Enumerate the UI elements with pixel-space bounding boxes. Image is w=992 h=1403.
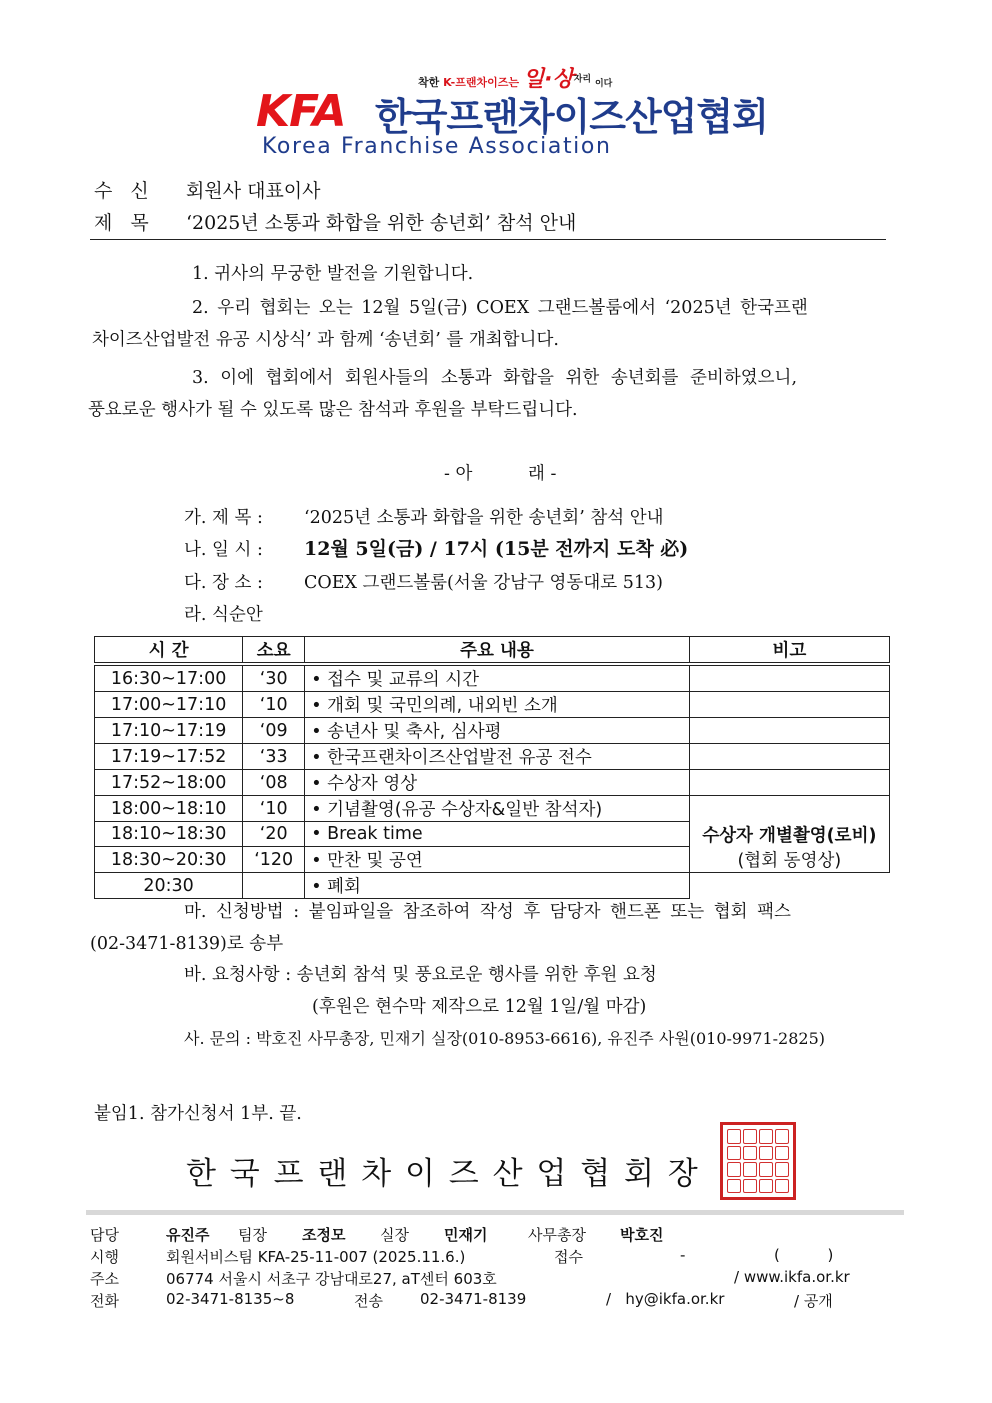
header-content: 주요 내용 <box>305 637 689 665</box>
table-row <box>95 744 890 770</box>
row-note <box>689 744 889 770</box>
item-ba-b: (후원은 현수막 제작으로 12월 1일/월 마감) <box>312 997 647 1017</box>
table-row <box>95 822 890 847</box>
item-ma-b: (02-3471-8139)로 송부 <box>90 934 284 954</box>
row-note: (협회 동영상) <box>689 847 889 873</box>
item-na-label: 나. 일 시 : <box>184 540 263 560</box>
footer-r2-paren: ( ) <box>774 1246 834 1264</box>
paragraph-2a: 2. 우리 협회는 오는 12월 5일(금) COEX 그랜드볼룸에서 ‘2025년 한국프랜 <box>192 298 808 318</box>
row-duration: ‘33 <box>243 744 305 770</box>
row-note <box>689 873 889 899</box>
schedule-header-row <box>95 637 890 665</box>
row-time: 17:10~17:19 <box>95 718 243 744</box>
footer-r4-label: 전화 <box>90 1292 119 1310</box>
tagline-small: 자리 <box>573 74 592 85</box>
row-time: 20:30 <box>95 873 243 899</box>
official-seal <box>720 1122 796 1200</box>
footer-r2-dash: - <box>680 1246 686 1264</box>
attachment-note: 붙임1. 참가신청서 1부. 끝. <box>94 1104 302 1124</box>
table-row <box>95 664 890 692</box>
row-note <box>689 692 889 718</box>
logo-abbr: KFA <box>256 86 346 137</box>
row-note <box>689 718 889 744</box>
recipient-label: 수신 <box>94 180 167 202</box>
row-duration: ‘10 <box>243 692 305 718</box>
footer-r3-address: 06774 서울시 서초구 강남대로27, aT센터 603호 <box>166 1270 497 1288</box>
footer-r1-label: 담당 <box>90 1226 119 1244</box>
footer-r3-label: 주소 <box>90 1270 119 1288</box>
footer-r4-phone: 02-3471-8135~8 <box>166 1290 295 1308</box>
row-duration: ‘30 <box>243 664 305 692</box>
row-duration: ‘20 <box>243 822 305 847</box>
footer-r2-value: 회원서비스팀 KFA-25-11-007 (2025.11.6.) <box>166 1248 466 1266</box>
header-note: 비고 <box>689 637 889 665</box>
tagline-big: 일·상 <box>522 67 574 92</box>
header-time: 시 간 <box>95 637 243 665</box>
schedule-table <box>94 636 890 899</box>
item-ba-a: 바. 요청사항 : 송년회 참석 및 풍요로운 행사를 위한 후원 요청 <box>184 965 657 985</box>
tagline-pre: 착한 <box>418 76 440 89</box>
paragraph-1: 1. 귀사의 무궁한 발전을 기원합니다. <box>192 264 474 284</box>
footer-r2-label: 시행 <box>90 1248 119 1266</box>
footer-r3-website: / www.ikfa.or.kr <box>734 1268 850 1286</box>
item-sa: 사. 문의 : 박호진 사무총장, 민재기 실장(010-8953-6616), 유진주 사원(010-9971-2825) <box>184 1029 826 1048</box>
item-ga-value: ‘2025년 소통과 화합을 위한 송년회’ 참석 안내 <box>304 508 664 528</box>
row-time: 17:00~17:10 <box>95 692 243 718</box>
row-note: 수상자 개별촬영(로비) <box>689 822 889 847</box>
row-content: • 송년사 및 축사, 심사평 <box>305 718 689 744</box>
footer-divider <box>86 1210 904 1215</box>
row-content: • 개회 및 국민의례, 내외빈 소개 <box>305 692 689 718</box>
table-row <box>95 718 890 744</box>
row-content: • Break time <box>305 822 689 847</box>
table-row <box>95 873 890 899</box>
org-name-korean: 한국프랜차이즈산업협회 <box>375 95 768 139</box>
notice-heading: - 아 래 - <box>444 464 557 484</box>
row-time: 18:00~18:10 <box>95 796 243 822</box>
row-duration <box>243 873 305 899</box>
item-da-value: COEX 그랜드볼룸(서울 강남구 영동대로 513) <box>304 573 663 593</box>
footer-r1-title2: 실장 <box>380 1226 409 1244</box>
tagline-brand: K-프랜차이즈는 <box>443 76 519 89</box>
row-time: 18:30~20:30 <box>95 847 243 873</box>
footer-r4-fax-label: 전송 <box>354 1292 383 1310</box>
footer-r1-title1: 팀장 <box>238 1226 267 1244</box>
item-ra: 라. 식순안 <box>184 605 263 625</box>
row-duration: ‘120 <box>243 847 305 873</box>
row-time: 17:19~17:52 <box>95 744 243 770</box>
row-content: • 접수 및 교류의 시간 <box>305 664 689 692</box>
row-time: 18:10~18:30 <box>95 822 243 847</box>
row-note <box>689 796 889 822</box>
subject-label: 제목 <box>94 212 167 234</box>
table-row <box>95 847 890 873</box>
footer-r1-name3: 민재기 <box>444 1226 488 1244</box>
item-ma-a: 마. 신청방법 : 붙임파일을 참조하여 작성 후 담당자 핸드폰 또는 협회 팩스 <box>184 902 791 922</box>
paragraph-2b: 차이즈산업발전 유공 시상식’ 과 함께 ‘송년회’ 를 개최합니다. <box>92 330 559 350</box>
row-note <box>689 664 889 692</box>
row-time: 17:52~18:00 <box>95 770 243 796</box>
footer-r1-title3: 사무총장 <box>528 1226 586 1244</box>
signature-line: 한 국 프 랜 차 이 즈 산 업 협 회 장 <box>186 1156 700 1192</box>
row-duration: ‘08 <box>243 770 305 796</box>
footer-r2-receive: 접수 <box>554 1248 583 1266</box>
header-duration: 소요 <box>243 637 305 665</box>
row-content: • 폐회 <box>305 873 689 899</box>
table-row <box>95 796 890 822</box>
subject-value: ‘2025년 소통과 화합을 위한 송년회’ 참석 안내 <box>186 212 577 234</box>
footer-r1-name1: 유진주 <box>166 1226 210 1244</box>
footer-r4-fax: 02-3471-8139 <box>420 1290 527 1308</box>
paragraph-3a: 3. 이에 협회에서 회원사들의 소통과 화합을 위한 송년회를 준비하였으니, <box>192 368 798 388</box>
divider <box>90 239 886 240</box>
table-row <box>95 692 890 718</box>
footer-r4-email: / hy@ikfa.or.kr <box>606 1290 725 1308</box>
item-ga-label: 가. 제 목 : <box>184 508 263 528</box>
row-content: • 수상자 영상 <box>305 770 689 796</box>
item-da-label: 다. 장 소 : <box>184 573 263 593</box>
tagline-post: 이다 <box>594 79 613 89</box>
row-duration: ‘10 <box>243 796 305 822</box>
table-row <box>95 770 890 796</box>
row-content: • 기념촬영(유공 수상자&일반 참석자) <box>305 796 689 822</box>
row-time: 16:30~17:00 <box>95 664 243 692</box>
row-duration: ‘09 <box>243 718 305 744</box>
item-na-value: 12월 5일(금) / 17시 (15분 전까지 도착 必) <box>304 538 689 560</box>
org-name-english: Korea Franchise Association <box>262 134 612 159</box>
row-note <box>689 770 889 796</box>
paragraph-3b: 풍요로운 행사가 될 수 있도록 많은 참석과 후원을 부탁드립니다. <box>88 400 578 420</box>
footer-r4-public: / 공개 <box>794 1292 833 1310</box>
row-content: • 한국프랜차이즈산업발전 유공 전수 <box>305 744 689 770</box>
footer-r1-name4: 박호진 <box>620 1226 664 1244</box>
recipient-value: 회원사 대표이사 <box>186 180 321 202</box>
footer-r1-name2: 조정모 <box>302 1226 346 1244</box>
row-content: • 만찬 및 공연 <box>305 847 689 873</box>
